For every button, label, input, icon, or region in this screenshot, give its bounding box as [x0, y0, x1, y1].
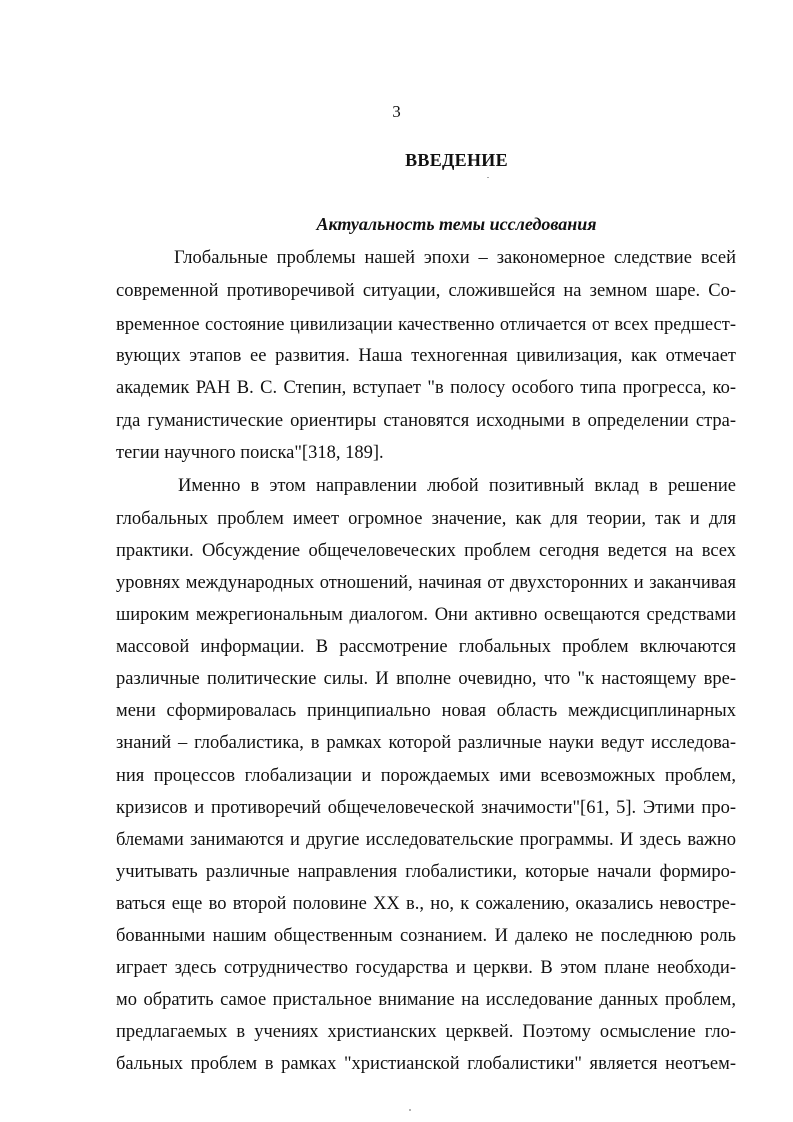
scan-speck [409, 1109, 411, 1111]
paragraph-1-line: вующих этапов ее развития. Наша техногенная цивилизация, как отмечает [116, 346, 736, 366]
paragraph-2-line: предлагаемых в учениях христианских церквей. Поэтому осмысление гло- [116, 1022, 736, 1042]
paragraph-2-line: знаний – глобалистика, в рамках которой различные науки ведут исследова- [116, 733, 736, 753]
paragraph-1-line: академик РАН В. С. Степин, вступает "в полосу особого типа прогресса, ко- [116, 378, 736, 398]
paragraph-1-line: гда гуманистические ориентиры становятся исходными в определении стра- [116, 411, 736, 431]
page-number: 3 [392, 102, 401, 121]
paragraph-2-line: мени сформировалась принципиально новая область междисциплинарных [116, 701, 736, 721]
scan-speck [487, 177, 489, 178]
paragraph-2-line: кризисов и противоречий общечеловеческой значимости"[61, 5]. Этими про- [116, 798, 736, 818]
paragraph-2-line: блемами занимаются и другие исследовательские программы. И здесь важно [116, 830, 736, 850]
paragraph-2-line: ния процессов глобализации и порождаемых ими всевозможных проблем, [116, 766, 736, 786]
paragraph-2-line: бованными нашим общественным сознанием. И далеко не последнюю роль [116, 926, 736, 946]
section-subtitle: Актуальность темы исследования [316, 214, 597, 234]
section-title: ВВЕДЕНИЕ [405, 150, 508, 170]
paragraph-1-line: Глобальные проблемы нашей эпохи – закономерное следствие всей [174, 248, 736, 268]
paragraph-2-line: играет здесь сотрудничество государства и церкви. В этом плане необходи- [116, 958, 736, 978]
paragraph-1-line: тегии научного поиска"[318, 189]. [116, 443, 384, 463]
paragraph-2-line: бальных проблем в рамках "христианской глобалистики" является неотъем- [116, 1054, 736, 1074]
paragraph-2-line: массовой информации. В рассмотрение глобальных проблем включаются [116, 637, 736, 657]
paragraph-1-line: временное состояние цивилизации качественно отличается от всех предшест- [116, 315, 736, 335]
paragraph-2-line: широким межрегиональным диалогом. Они активно освещаются средствами [116, 605, 736, 625]
paragraph-2-line: различные политические силы. И вполне очевидно, что "к настоящему вре- [116, 669, 736, 689]
paragraph-2-line: глобальных проблем имеет огромное значение, как для теории, так и для [116, 509, 736, 529]
paragraph-2-line: ваться еще во второй половине XX в., но, к сожалению, оказались невостре- [116, 894, 736, 914]
paragraph-2-line: Именно в этом направлении любой позитивный вклад в решение [178, 476, 736, 496]
paragraph-2-line: уровнях международных отношений, начиная от двухсторонних и заканчивая [116, 573, 736, 593]
paragraph-2-line: мо обратить самое пристальное внимание на исследование данных проблем, [116, 990, 736, 1010]
paragraph-2-line: учитывать различные направления глобалистики, которые начали формиро- [116, 862, 736, 882]
paragraph-2-line: практики. Обсуждение общечеловеческих проблем сегодня ведется на всех [116, 541, 736, 561]
paragraph-1-line: современной противоречивой ситуации, сложившейся на земном шаре. Со- [116, 281, 736, 301]
